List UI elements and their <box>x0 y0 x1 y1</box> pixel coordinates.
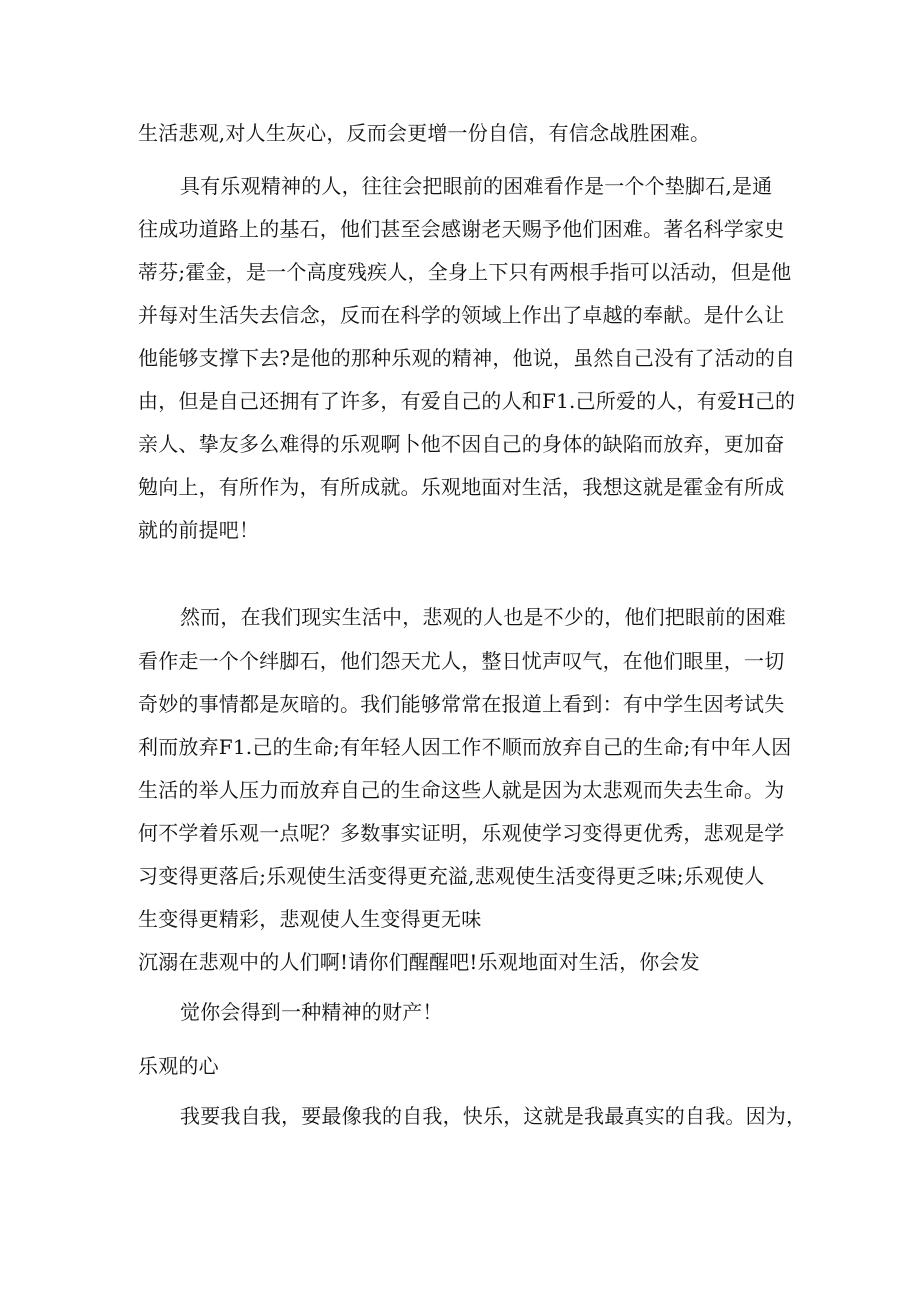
text-line: 生活悲观,对人生灰心，反而会更增一份自信，有信念战胜困难。 <box>138 121 711 145</box>
text-line: 奇妙的事情都是灰暗的。我们能够常常在报道上看到：有中学生因考试失 <box>138 692 785 716</box>
text-line: 具有乐观精神的人，往往会把眼前的困难看作是一个个垫脚石,是通 <box>180 174 773 198</box>
text-line: 勉向上，有所作为，有所成就。乐观地面对生活，我想这就是霍金有所成 <box>138 475 785 499</box>
text-line: 看作走一个个绊脚石，他们怨天尤人，整日忧声叹气，在他们眼里，一切 <box>138 649 785 673</box>
text-line: 生变得更精彩，悲观使人生变得更无味 <box>138 907 482 931</box>
section-heading: 我要我自我，要最像我的自我，快乐，这就是我最真实的自我。因为， <box>180 1104 807 1128</box>
text-line: 亲人、挚友多么难得的乐观啊卜他不因自己的身体的缺陷而放弃，更加奋 <box>138 432 785 456</box>
text-line: 并每对生活失去信念，反而在科学的领域上作出了卓越的奉献。是什么让 <box>138 303 785 327</box>
text-line: 何不学着乐观一点呢？多数事实证明，乐观使学习变得更优秀，悲观是学 <box>138 821 785 845</box>
text-line: 然而，在我们现实生活中，悲观的人也是不少的，他们把眼前的困难 <box>180 605 786 629</box>
text-line: 乐观的心 <box>138 1054 219 1078</box>
text-line: 利而放弃F1.己的生命;有年轻人因工作不顺而放弃自己的生命;有中年人因 <box>138 735 792 759</box>
text-line: 他能够支撑下去?是他的那种乐观的精神，他说，虽然自己没有了活动的自 <box>138 346 796 370</box>
text-line: 习变得更落后;乐观使生活变得更充溢,悲观使生活变得更乏味;乐观使人 <box>138 864 765 888</box>
text-line: 就的前提吧！ <box>138 518 260 542</box>
text-line: 蒂芬;霍金，是一个高度残疾人，全身上下只有两根手指可以活动，但是他 <box>138 260 792 284</box>
text-line: 由，但是自己还拥有了许多，有爱自己的人和F1.己所爱的人，有爱H己的 <box>138 389 796 413</box>
text-line: 沉溺在悲观中的人们啊!请你们醒醒吧!乐观地面对生活，你会发 <box>138 950 700 974</box>
text-line: 生活的举人压力而放弃自己的生命这些人就是因为太悲观而失去生命。为 <box>138 778 785 802</box>
text-line: 觉你会得到一种精神的财产！ <box>180 1000 443 1024</box>
text-line: 往成功道路上的基石，他们甚至会感谢老天赐予他们困难。著名科学家史 <box>138 217 785 241</box>
